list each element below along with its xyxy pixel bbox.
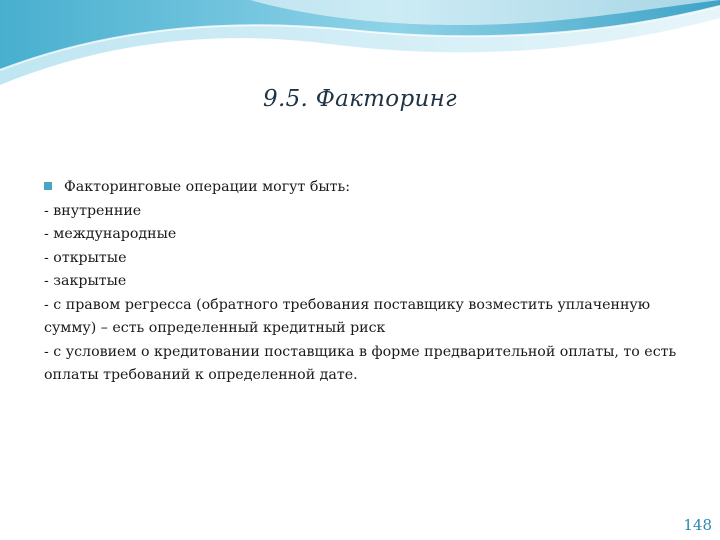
slide-body bbox=[44, 176, 694, 388]
list-item: - международные bbox=[44, 226, 177, 242]
bullet-intro bbox=[44, 176, 694, 200]
square-bullet-icon bbox=[44, 182, 52, 190]
list-item: - с условием о кредитовании поставщика в форме предварительной оплаты, то есть оплаты требований к определенной дате. bbox=[44, 343, 677, 383]
list-item: - закрытые bbox=[44, 273, 127, 289]
intro-text: Факторинговые операции могут быть: bbox=[64, 179, 351, 195]
page-number: 148 bbox=[683, 516, 712, 534]
slide-title: 9.5. Факторинг bbox=[263, 86, 457, 112]
header-wave-decoration bbox=[0, 0, 720, 90]
list-item: - открытые bbox=[44, 249, 127, 266]
list-item: - внутренние bbox=[44, 202, 142, 219]
list-item: - с правом регресса (обратного требования поставщику возместить уплаченную сумму) – есть определенный кредитный риск bbox=[44, 296, 651, 336]
